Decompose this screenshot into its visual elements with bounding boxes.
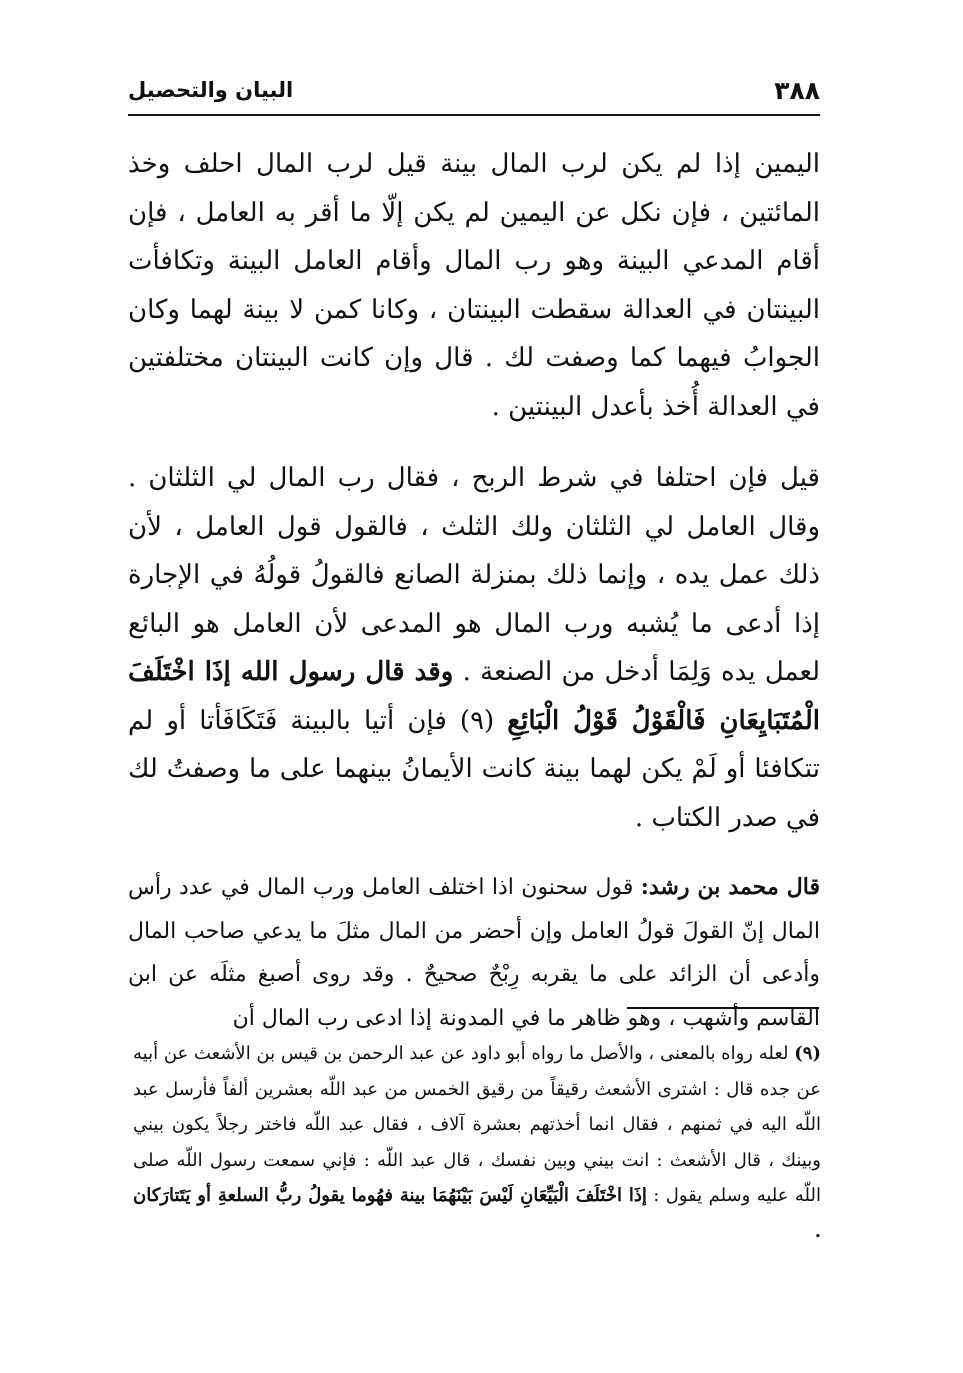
footnote [133,1036,821,1249]
footnote-text: لعله رواه بالمعنى ، والأصل ما رواه أبو داود عن عبد الرحمن بن قيس بن الأشعث عن أبيه عن جده قال : اشترى الأشعث رقيقاً من رقيق الخمس من عبد اللّه بعشرين ألفاً فأرسل عبد اللّه اليه في ثمنهم ، فقال انما أخذتهم بعشرة آلاف ، فقال عبد اللّه فاختر رجلاً يكون بيني وبينك ، قال الأشعث : انت بيني وبين نفسك ، قال عبد اللّه : فإني سمعت رسول اللّه صلى اللّه عليه وسلم يقول : [133,1043,821,1206]
footnote-divider [627,1007,819,1009]
footnote-hadith: إذَا اخْتَلَفَ الْبَيِّعَانِ لَيْسَ بَيْنَهُمَا بينة فهُوما يقولُ ربُّ السلعةِ أو يَتَتارَكان . [133,1185,821,1242]
paragraph-1: اليمين إذا لم يكن لرب المال بينة قيل لرب المال احلف وخذ المائتين ، فإن نكل عن اليمين لم يكن إلّا ما أقر به العامل ، فإن أقام المدعي البينة وهو رب المال وأقام العامل البينة وتكافأت البينتان في العدالة سقطت البينتان ، وكانا كمن لا بينة لهما وكان الجوابُ فيهما كما وصفت لك . قال وإن كانت البينتان مختلفتين في العدالة أُخذ بأعدل البينتين . [128,149,820,422]
footnote-number: (٩) [794,1043,821,1064]
paragraph-2-text-a: قيل فإن احتلفا في شرط الربح ، فقال رب المال لي الثلثان . وقال العامل لي الثلثان ولك الثلث ، فالقول قول العامل ، لأن ذلك عمل يده ، وإنما ذلك بمنزلة الصانع فالقولُ قولُهُ في الإجارة إذا أدعى ما يُشبه ورب المال هو المدعى لأن العامل هو البائع لعمل يده وَلِمَا أدخل من الصنعة . [128,463,821,687]
running-title: البيان والتحصيل [128,78,294,102]
paragraph-3-text: قول سحنون اذا اختلف العامل ورب المال في عدد رأس المال إنّ القولَ قولُ العامل وإن أحضر من المال مثلَ ما يدعي صاحب المال وأدعى أن الزائد على ما يقربه رِبْحٌ صحيحٌ . وقد روى أصبغ مثلَه عن ابن القاسم وأشهب ، وهو ظاهر ما في المدونة إذا ادعى رب المال أن [128,875,820,1031]
commentary-lead: قال محمد بن رشد: [640,874,821,900]
paragraph-3 [128,866,820,1040]
paragraph-2-text-b: فإن أتيا بالبينة فَتَكَافَأتا أو لم تتكافئا أو لَمْ يكن لهما بينة كانت الأيمانُ بينهما على ما وصفتُ لك في صدر الكتاب . [128,705,820,833]
page-number: ٣٨٨ [774,76,820,105]
main-text [128,140,820,1040]
paragraph-2 [128,454,820,842]
hadith-quote: وقد قال رسول الله إذَا اخْتَلَفَ الْمُتَبَايِعَانِ فَالْقَوْلُ قَوْلُ الْبَائِعِ [128,657,821,736]
page-header [128,62,820,116]
footnote-reference: (٩) [459,705,495,736]
